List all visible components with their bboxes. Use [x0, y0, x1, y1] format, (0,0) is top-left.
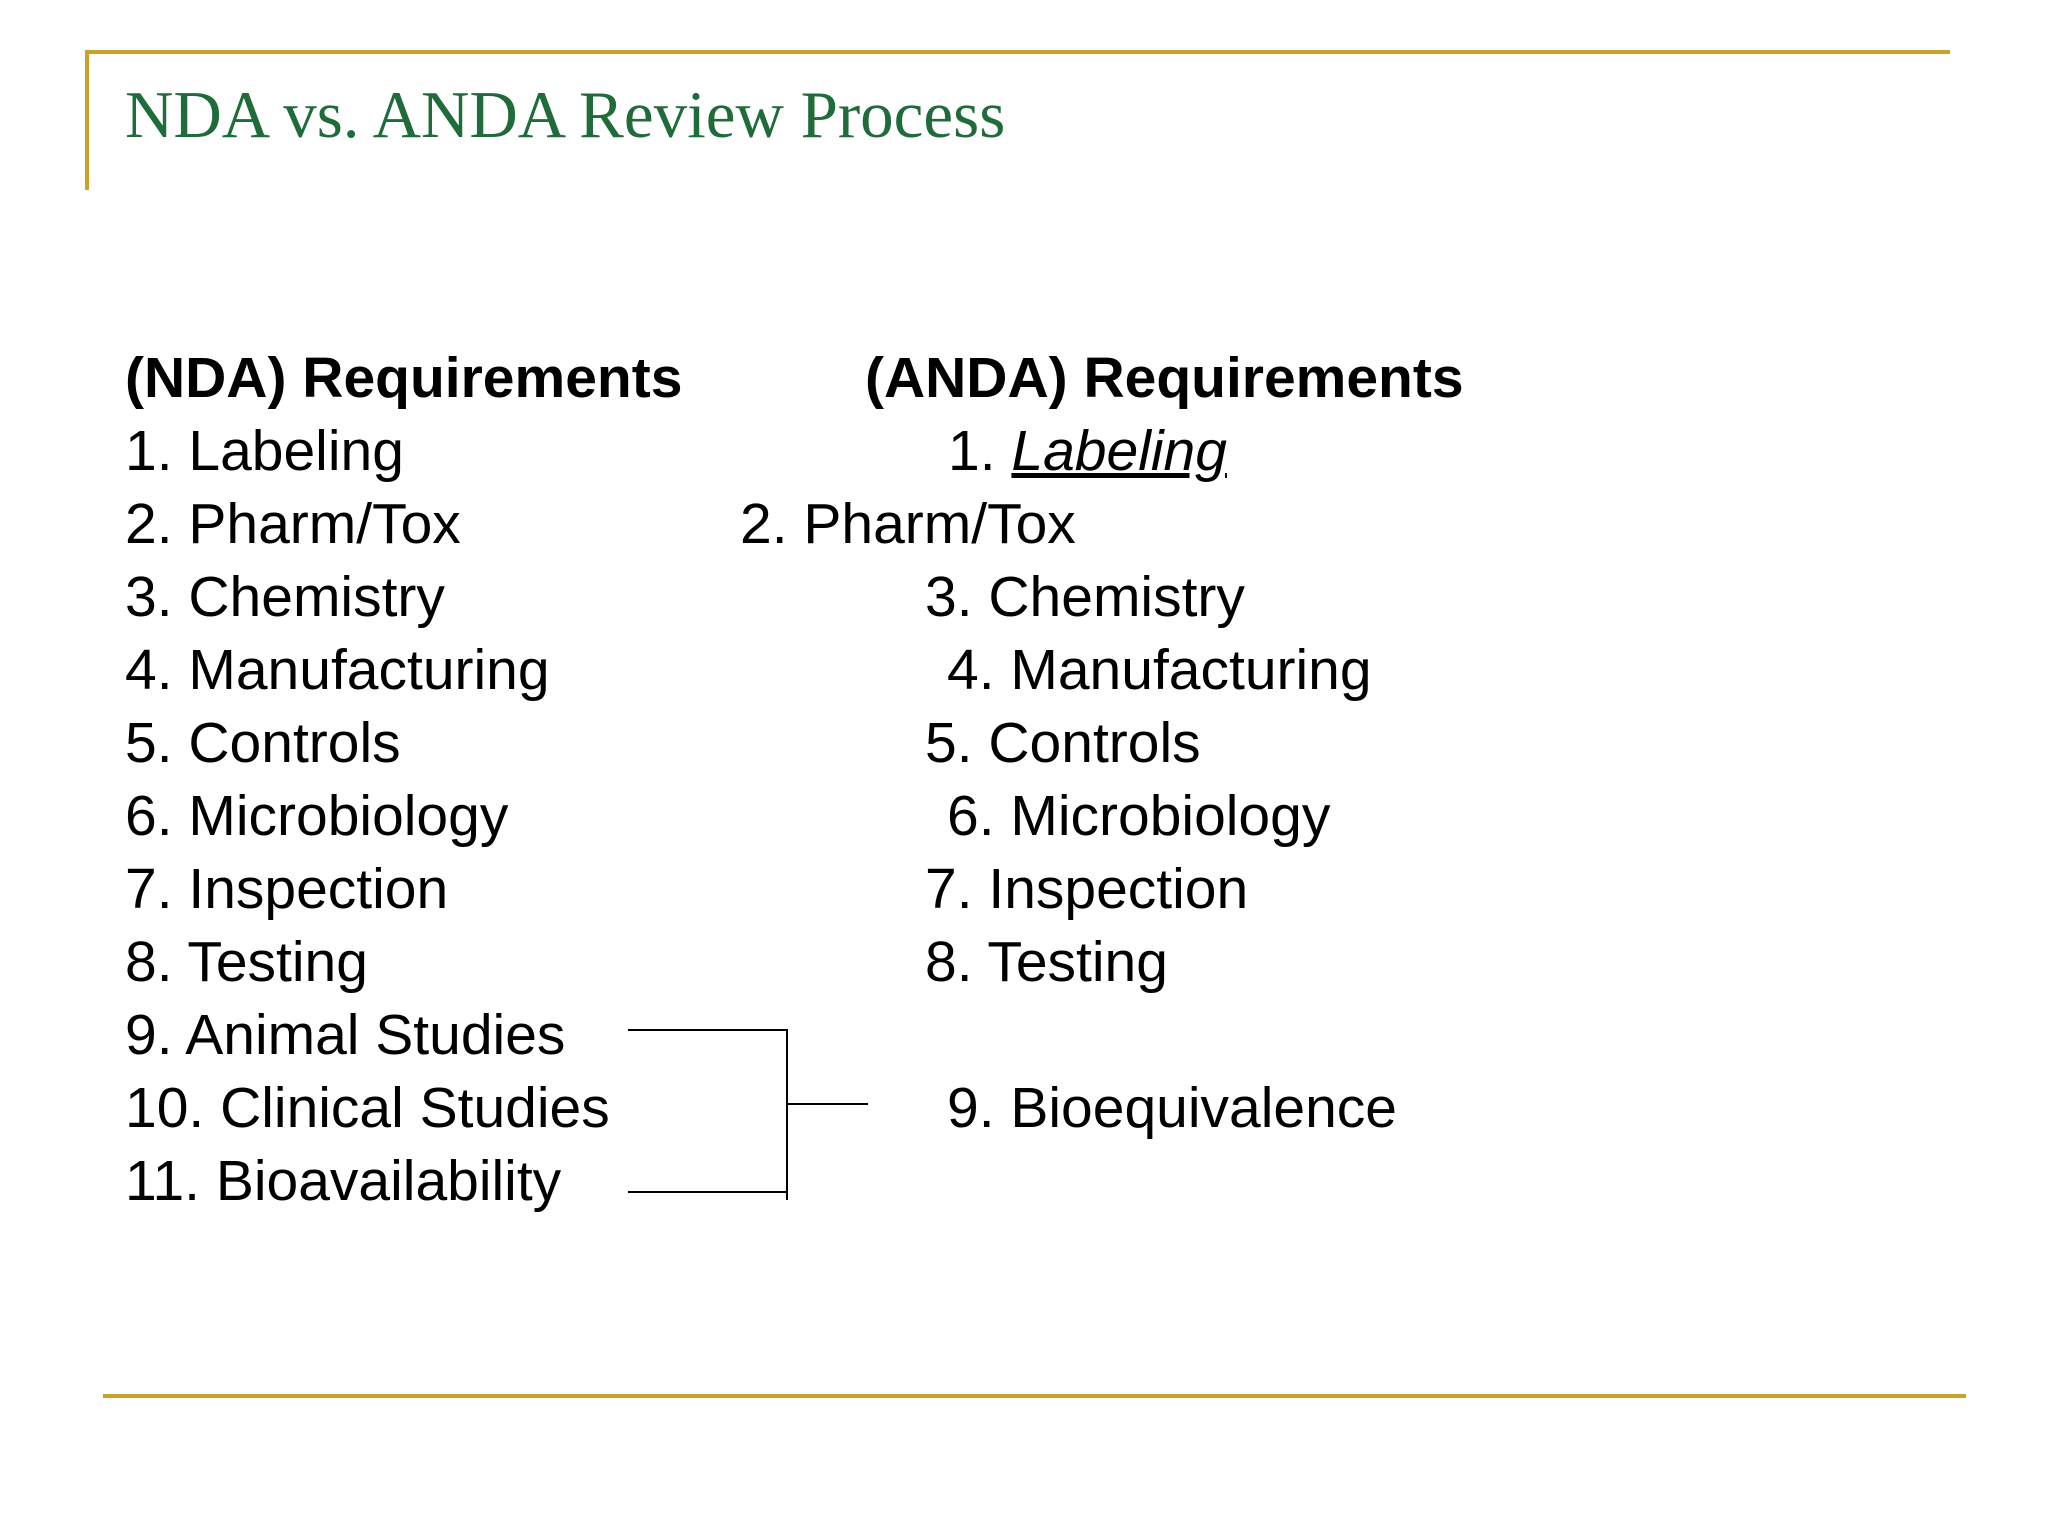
- nda-item: 2. Pharm/Tox: [125, 492, 461, 556]
- nda-item: 1. Labeling: [125, 419, 404, 483]
- anda-item: 3. Chemistry: [925, 565, 1245, 629]
- nda-item: 8. Testing: [125, 930, 368, 994]
- anda-item-labeling-text: Labeling: [1011, 419, 1227, 483]
- anda-item-bioequivalence: 9. Bioequivalence: [947, 1076, 1397, 1140]
- nda-item: 11. Bioavailability: [125, 1149, 562, 1213]
- nda-item: 3. Chemistry: [125, 565, 445, 629]
- nda-heading: (NDA) Requirements: [125, 346, 683, 410]
- anda-item: 5. Controls: [925, 711, 1201, 775]
- nda-item: 4. Manufacturing: [125, 638, 550, 702]
- slide-title: NDA vs. ANDA Review Process: [125, 78, 1006, 152]
- anda-item-number: 1.: [948, 419, 996, 483]
- nda-item: 5. Controls: [125, 711, 401, 775]
- anda-item: 6. Microbiology: [947, 784, 1331, 848]
- nda-item: 6. Microbiology: [125, 784, 509, 848]
- anda-item: 7. Inspection: [925, 857, 1249, 921]
- anda-item: 4. Manufacturing: [947, 638, 1372, 702]
- anda-item: 8. Testing: [925, 930, 1168, 994]
- nda-item: 10. Clinical Studies: [125, 1076, 610, 1140]
- anda-item: 2. Pharm/Tox: [740, 492, 1076, 556]
- nda-item: 7. Inspection: [125, 857, 449, 921]
- anda-heading: (ANDA) Requirements: [865, 346, 1464, 410]
- nda-item: 9. Animal Studies: [125, 1003, 566, 1067]
